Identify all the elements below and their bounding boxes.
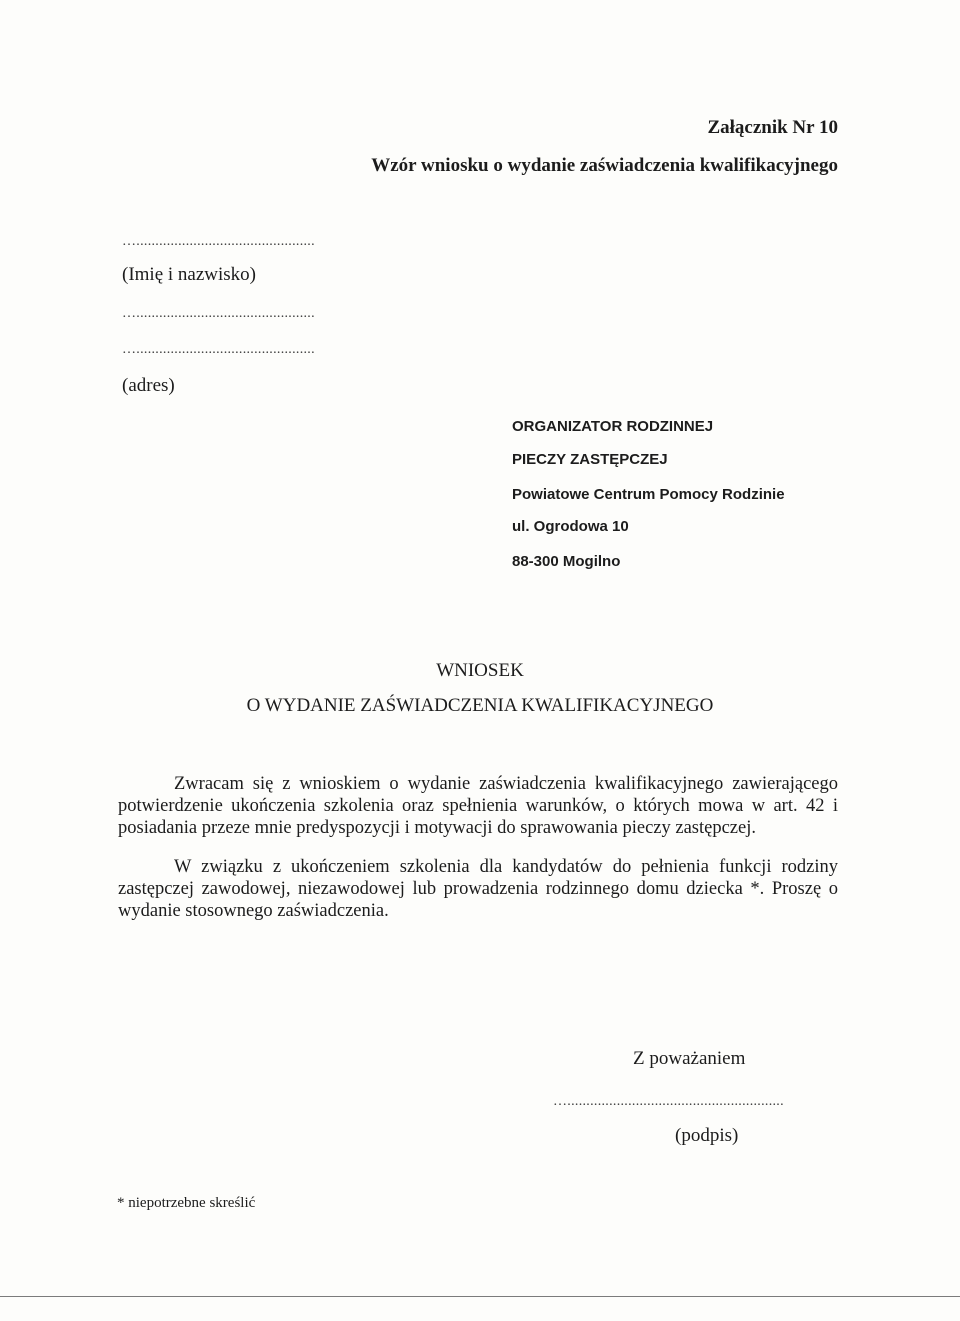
signature-dotted-line: …......................................................... [553, 1094, 784, 1109]
body-paragraph-2 [118, 856, 838, 922]
address-dotted-line-1: …............................................... [122, 306, 315, 321]
page-bottom-edge [0, 1296, 960, 1297]
annex-number: Załącznik Nr 10 [707, 117, 838, 138]
recipient-line-2: PIECZY ZASTĘPCZEJ [512, 451, 668, 468]
recipient-line-5: 88-300 Mogilno [512, 553, 621, 570]
recipient-line-3: Powiatowe Centrum Pomocy Rodzinie [512, 486, 785, 503]
footnote: * niepotrzebne skreślić [117, 1195, 256, 1211]
paragraph-2-text: W związku z ukończeniem szkolenia dla kandydatów do pełnienia funkcji rodziny zastępczej zawodowej, niezawodowej lub prowadzenia rodzinnego domu dziecka *. Proszę o wydanie stosownego zaświadczenia. [118, 857, 838, 921]
recipient-line-4: ul. Ogrodowa 10 [512, 518, 629, 535]
closing-phrase: Z poważaniem [633, 1048, 746, 1069]
address-dotted-line-2: …............................................... [122, 342, 315, 357]
recipient-line-1: ORGANIZATOR RODZINNEJ [512, 418, 714, 435]
body-paragraph-1 [118, 773, 838, 839]
document-title: Wzór wniosku o wydanie zaświadczenia kwalifikacyjnego [371, 155, 838, 176]
heading-subject: O WYDANIE ZAŚWIADCZENIA KWALIFIKACYJNEGO [246, 695, 714, 716]
heading-wniosek: WNIOSEK [436, 660, 524, 681]
paragraph-1-text: Zwracam się z wnioskiem o wydanie zaświadczenia kwalifikacyjnego zawierającego potwierdzenie ukończenia szkolenia oraz spełnienia warunków, o których mowa w art. 42 i posiadania przeze mnie predyspozycji i motywacji do sprawowania pieczy zastępczej. [118, 774, 838, 838]
address-label: (adres) [122, 375, 175, 396]
signature-label: (podpis) [675, 1125, 739, 1146]
name-label: (Imię i nazwisko) [122, 264, 257, 285]
name-dotted-line: …............................................... [122, 234, 315, 249]
